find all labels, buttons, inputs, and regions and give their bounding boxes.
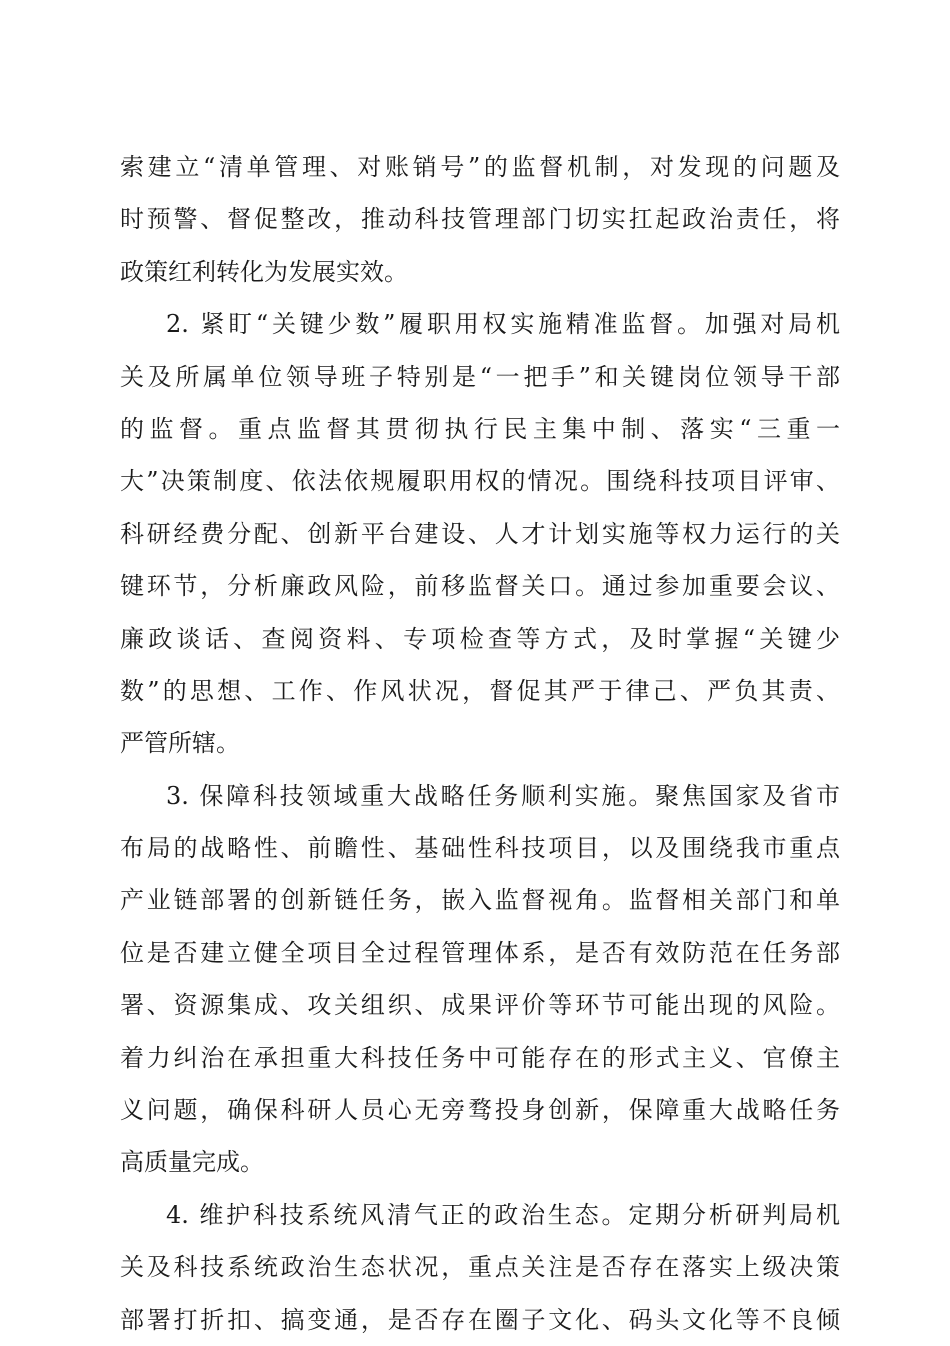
text-line: 时预警、督促整改，推动科技管理部门切实扛起政治责任，将 (120, 205, 840, 234)
text-line: 大”决策制度、依法依规履职用权的情况。围绕科技项目评审、 (120, 467, 840, 496)
text-line: 索建立“清单管理、对账销号”的监督机制，对发现的问题及 (120, 153, 840, 181)
text-line: 关及科技系统政治生态状况，重点关注是否存在落实上级决策 (120, 1253, 840, 1282)
text-line: 着力纠治在承担重大科技任务中可能存在的形式主义、官僚主 (120, 1043, 840, 1072)
text-line: 数”的思想、工作、作风状况，督促其严于律己、严负其责、 (120, 676, 840, 705)
text-line: 义问题，确保科研人员心无旁骛投身创新，保障重大战略任务 (120, 1096, 840, 1125)
paragraph-heading-line: 4. 维护科技系统风清气正的政治生态。定期分析研判局机 (166, 1200, 840, 1229)
paragraph-heading-line: 2. 紧盯“关键少数”履职用权实施精准监督。加强对局机 (166, 310, 840, 339)
text-line: 严管所辖。 (120, 729, 240, 758)
text-line: 廉政谈话、查阅资料、专项检查等方式，及时掌握“关键少 (120, 624, 840, 653)
text-line: 部署打折扣、搞变通，是否存在圈子文化、码头文化等不良倾 (120, 1305, 840, 1334)
text-line: 布局的战略性、前瞻性、基础性科技项目，以及围绕我市重点 (120, 834, 840, 863)
text-line: 产业链部署的创新链任务，嵌入监督视角。监督相关部门和单 (120, 886, 840, 915)
paragraph-heading-line: 3. 保障科技领域重大战略任务顺利实施。聚焦国家及省市 (166, 781, 840, 810)
document-body (120, 141, 840, 1346)
text-line: 高质量完成。 (120, 1148, 264, 1177)
text-line: 的监督。重点监督其贯彻执行民主集中制、落实“三重一 (120, 414, 840, 443)
text-line: 关及所属单位领导班子特别是“一把手”和关键岗位领导干部 (120, 362, 840, 391)
text-line: 键环节，分析廉政风险，前移监督关口。通过参加重要会议、 (120, 572, 840, 601)
text-line: 署、资源集成、攻关组织、成果评价等环节可能出现的风险。 (120, 991, 840, 1020)
text-line: 政策红利转化为发展实效。 (120, 257, 408, 286)
text-line: 科研经费分配、创新平台建设、人才计划实施等权力运行的关 (120, 519, 840, 548)
text-line: 位是否建立健全项目全过程管理体系，是否有效防范在任务部 (120, 938, 840, 967)
